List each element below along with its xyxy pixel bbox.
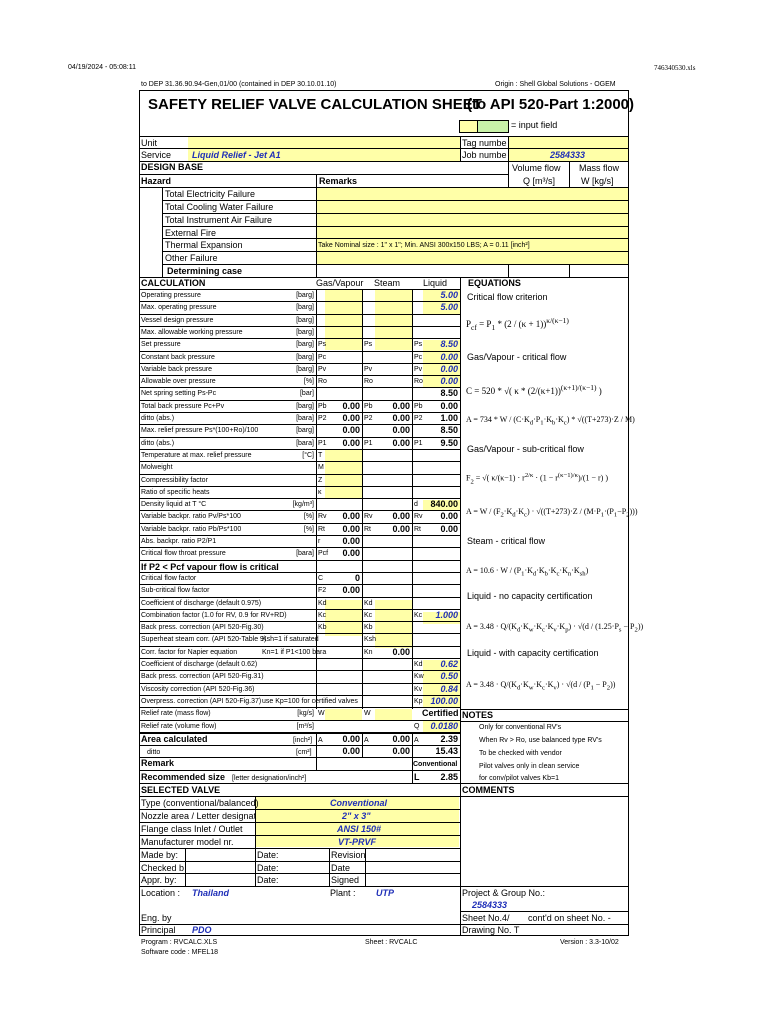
manufacturer-model-value: VT-PRVF xyxy=(338,837,377,847)
calc-row-label: Relief rate (volume flow) xyxy=(141,722,217,730)
steam-value: 0.00 xyxy=(392,413,410,423)
hazard-instrument-air: Total Instrument Air Failure xyxy=(165,215,273,225)
gas-symbol: r xyxy=(318,538,321,545)
hazard-thermal-expansion: Thermal Expansion xyxy=(165,240,243,250)
calc-row-label: Constant back pressure xyxy=(141,353,215,361)
calc-row-unit: use Kp=100 for certified valves xyxy=(262,697,358,705)
eq-liquid-no-cert: Liquid - no capacity certification xyxy=(467,591,593,601)
eq-critical-criterion: Critical flow criterion xyxy=(467,292,548,302)
steam-symbol: P1 xyxy=(364,439,373,447)
service-value: Liquid Relief - Jet A1 xyxy=(192,150,281,160)
gas-symbol: κ xyxy=(318,488,322,496)
comments-heading: COMMENTS xyxy=(462,785,515,795)
calc-row-unit: [barg] xyxy=(296,292,314,299)
job-value: 2584333 xyxy=(550,150,586,160)
note-2: When Rv > Ro, use balanced type RV's xyxy=(479,737,602,744)
timestamp: 04/19/2024 - 05:08:11 xyxy=(68,64,136,71)
calc-row-unit: [barg] xyxy=(296,316,314,324)
made-by-label: Made by: xyxy=(141,850,179,860)
calc-row-unit: [barg] xyxy=(296,341,314,349)
recommended-size-liquid: 2.85 xyxy=(440,772,458,782)
gas-value: 0.00 xyxy=(342,585,360,596)
vapour-critical-note: If P2 < Pcf vapour flow is critical xyxy=(141,561,279,572)
calc-row-unit: [barg] xyxy=(296,365,314,373)
area-unit: [inch²] xyxy=(293,737,313,744)
eq-sub-a-formula: $A = W / (F_2\cdot K_d\cdot K_c) \cdot √((T+273)\cdot Z / (M\cdot P_1\cdot(P_1-P_2)))$ xyxy=(466,507,638,519)
equations-heading: EQUATIONS xyxy=(468,278,521,288)
gas-value: 0.00 xyxy=(342,536,360,546)
eq-gas-c-formula: C = 520 * √( $\kappa * (2/(\kappa+1))^{(\kappa+1)/(\kappa-1)}$ ) xyxy=(466,383,602,396)
sheet-name: Sheet : RVCALC xyxy=(365,939,418,946)
liquid-value: Certified xyxy=(422,708,459,719)
calc-row-label: Net spring setting Ps-Pc xyxy=(141,390,217,398)
steam-symbol: Kn xyxy=(364,648,373,656)
flange-class-label: Flange class Inlet / Outlet xyxy=(141,824,243,834)
calc-row-label: Back press. correction (API 520-Fig.30) xyxy=(141,624,264,632)
ditto-steam: 0.00 xyxy=(392,746,410,756)
liquid-value: 8.50 xyxy=(440,425,458,436)
liquid-value: 0.00 xyxy=(440,511,458,522)
liquid-symbol: Ps xyxy=(414,341,423,349)
calc-row-unit: [kg/m³] xyxy=(292,501,314,509)
calc-row-label: Molweight xyxy=(141,464,173,472)
ditto-label: ditto xyxy=(147,749,161,756)
calc-row-label: Back press. correction (API 520-Fig.31) xyxy=(141,673,264,681)
input-legend-swatch-green xyxy=(477,120,509,133)
eq-liquid-with-cert: Liquid - with capacity certification xyxy=(467,648,599,658)
liquid-value: 5.00 xyxy=(440,290,458,300)
calc-row-label: Total back pressure Pc+Pv xyxy=(141,402,225,410)
project-label: Project & Group No.: xyxy=(462,888,546,898)
calc-row-label: Variable backpr. ratio Pb/Ps*100 xyxy=(141,525,242,533)
area-calculated-label: Area calculated xyxy=(141,734,208,744)
liquid-value: 0.00 xyxy=(440,523,458,534)
made-by-date-label: Date: xyxy=(257,850,279,860)
software-code: Software code : MFEL18 xyxy=(141,949,219,956)
project-value: 2584333 xyxy=(472,900,508,910)
note-4: Pilot valves only in clean service xyxy=(479,763,580,770)
gas-input-w[interactable] xyxy=(325,709,362,720)
eq-critical-formula: $P_{cf} = P_1 * (2 / (\kappa + 1))^{\kappa/(\kappa-1)}$ xyxy=(466,316,569,332)
unit-label: Unit xyxy=(141,138,158,148)
drawing-number: Drawing No. T xyxy=(462,925,520,935)
input-legend-swatch-yellow xyxy=(459,120,479,133)
nozzle-area-value: 2" x 3" xyxy=(342,811,371,821)
input-legend: = input field xyxy=(511,120,558,130)
steam-value: 0.00 xyxy=(392,425,410,436)
calc-row-unit: [barg] xyxy=(296,328,314,336)
steam-symbol: W xyxy=(364,710,371,718)
steam-symbol: Rt xyxy=(364,525,371,533)
steam-value: 0.00 xyxy=(392,400,410,411)
gas-symbol: Kc xyxy=(318,611,327,619)
calc-row-unit: [bar] xyxy=(299,390,314,398)
location-label: Location : xyxy=(141,888,181,898)
liquid-symbol: Kp xyxy=(414,697,423,705)
approved-by-label: Appr. by: xyxy=(141,875,177,885)
calc-row-unit: [bara] xyxy=(296,415,314,422)
dep-reference: to DEP 31.36.90.94-Gen,01/00 (contained in DEP 30.10.01.10) xyxy=(141,81,337,88)
version: Version : 3.3-10/02 xyxy=(560,939,619,946)
calculation-heading: CALCULATION xyxy=(141,278,206,288)
volume-flow-label: Volume flow xyxy=(512,163,561,173)
liquid-value: 0.00 xyxy=(440,351,458,362)
gas-value: 0 xyxy=(354,572,360,583)
job-label: Job numbe xyxy=(462,150,507,160)
liquid-symbol: P2 xyxy=(414,415,423,422)
tag-field[interactable] xyxy=(508,137,628,148)
steam-symbol: Ro xyxy=(364,378,373,386)
liquid-value: 0.00 xyxy=(440,400,458,411)
liquid-value: 0.84 xyxy=(440,683,458,694)
gas-input-kd[interactable] xyxy=(325,600,362,612)
program-name: Program : RVCALC.XLS xyxy=(141,939,218,946)
calc-row-unit: [°C] xyxy=(302,451,314,459)
liquid-value: 840.00 xyxy=(430,499,458,510)
calc-row-label: Vessel design pressure xyxy=(141,316,214,324)
calc-row-label: Max. allowable working pressure xyxy=(141,328,243,336)
calc-row-label: Superheat steam corr. (API 520-Table 9) xyxy=(141,636,267,644)
revision-label: Revision xyxy=(331,850,366,860)
plant-value: UTP xyxy=(376,888,394,898)
calc-row-unit: [barg] xyxy=(296,402,314,410)
calc-row-label: ditto (abs.) xyxy=(141,415,175,422)
gas-symbol: W xyxy=(318,710,325,718)
steam-input-w[interactable] xyxy=(375,709,412,720)
steam-input-k[interactable] xyxy=(375,600,412,648)
calc-row-label: Overpress. correction (API 520-Fig.37) xyxy=(141,697,262,705)
liquid-value: 5.00 xyxy=(440,302,458,313)
calc-row-unit: [kg/s] xyxy=(297,710,314,718)
flange-class-value: ANSI 150# xyxy=(337,824,382,834)
service-label: Service xyxy=(141,150,172,160)
recommended-size-unit: [letter designation/inch²] xyxy=(232,775,307,782)
liquid-symbol: Kv xyxy=(414,685,423,693)
liquid-symbol: Kw xyxy=(414,673,424,681)
steam-value: 0.00 xyxy=(392,437,410,448)
hazard-external-fire: External Fire xyxy=(165,228,217,238)
steam-symbol: Ksh xyxy=(364,636,377,644)
eq-gas-subcritical: Gas/Vapour - sub-critical flow xyxy=(467,444,584,454)
sheet-number: Sheet No.4/ xyxy=(462,913,510,923)
location-value: Thailand xyxy=(192,888,230,898)
calc-row-unit: [bara] xyxy=(296,439,314,447)
hazard-cooling-water: Total Cooling Water Failure xyxy=(165,202,274,212)
gas-value: 0.00 xyxy=(342,400,360,411)
selected-valve-heading: SELECTED VALVE xyxy=(141,785,221,795)
ditto-liquid: 15.43 xyxy=(435,746,458,756)
calc-row-unit: [bara] xyxy=(296,550,314,558)
gas-symbol: Pcf xyxy=(318,550,329,558)
liquid-value: 0.50 xyxy=(440,671,458,682)
tag-label: Tag numbe xyxy=(462,138,507,148)
gas-symbol: Pv xyxy=(318,365,327,373)
mass-flow-label: Mass flow xyxy=(579,163,620,173)
calc-row-unit: [barg] xyxy=(296,304,314,312)
remark-label: Remark xyxy=(141,758,175,768)
calc-row-label: Corr. factor for Napier equation xyxy=(141,648,238,656)
sheet-title: SAFETY RELIEF VALVE CALCULATION SHEET xyxy=(148,96,482,113)
ditto-gas: 0.00 xyxy=(342,746,360,756)
calc-row-unit: [%] xyxy=(303,513,314,521)
gas-symbol: P2 xyxy=(318,415,327,422)
calc-row-label: Abs. backpr. ratio P2/P1 xyxy=(141,538,217,545)
liquid-symbol: d xyxy=(414,501,418,509)
eq-gas-critical: Gas/Vapour - critical flow xyxy=(467,352,567,362)
calc-row-label: Max. relief pressure Ps*(100+Ro)/100 xyxy=(141,427,259,435)
eq-steam-critical: Steam - critical flow xyxy=(467,536,546,546)
hazard-header: Hazard xyxy=(141,176,172,186)
calc-row-label: Temperature at max. relief pressure xyxy=(141,451,252,459)
eq-f2-formula: $F_2$ = √( $\kappa/(\kappa-1) \cdot r^{2/\kappa} \cdot (1 - r^{(\kappa-1)/\kappa})/(1 - r)$ ) xyxy=(466,472,609,486)
steam-value: 0.00 xyxy=(392,511,410,522)
calc-row-label: Sub-critical flow factor xyxy=(141,587,210,595)
recommended-size-symbol: L xyxy=(414,772,420,782)
gas-value: 0.00 xyxy=(342,548,360,559)
steam-symbol: Kd xyxy=(364,599,373,607)
gas-symbol: Z xyxy=(318,476,323,484)
liquid-symbol: Pb xyxy=(414,402,423,410)
nozzle-area-label: Nozzle area / Letter designat xyxy=(141,811,257,821)
recommended-size-label: Recommended size xyxy=(141,772,226,782)
calc-row-label: Viscosity correction (API 520-Fig.36) xyxy=(141,685,255,693)
steam-symbol: Kc xyxy=(364,611,373,619)
note-5: for conv/pilot valves Kb=1 xyxy=(479,775,559,782)
design-base-heading: DESIGN BASE xyxy=(141,162,204,172)
liquid-symbol: Rv xyxy=(414,513,423,521)
checked-by-label: Checked b xyxy=(141,863,185,873)
thermal-remark: Take Nominal size : 1" x 1"; Min. ANSI 300x150 LBS; A = 0.11 [inch²] xyxy=(318,242,530,249)
valve-type-label: Type (conventional/balanced) xyxy=(141,798,259,808)
calc-row-label: Compressibility factor xyxy=(141,476,208,484)
gas-symbol: Rv xyxy=(318,513,327,521)
ditto-unit: [cm²] xyxy=(296,749,312,756)
liquid-value: 100.00 xyxy=(430,695,458,706)
steam-symbol: Ps xyxy=(364,341,373,349)
gas-value: 0.00 xyxy=(342,425,360,436)
signed-label: Signed xyxy=(331,875,360,885)
note-1: Only for conventional RV's xyxy=(479,724,562,731)
gas-symbol: Ps xyxy=(318,341,327,349)
calc-row-unit: Kn=1 if P1<100 bara xyxy=(262,648,327,656)
origin: Origin : Shell Global Solutions - OGEM xyxy=(495,81,616,88)
calc-row-unit: Ksh=1 if saturated xyxy=(262,636,319,644)
calc-row-unit: [barg] xyxy=(296,427,314,435)
gas-symbol: M xyxy=(318,464,324,472)
calc-row-label: Critical flow throat pressure xyxy=(141,550,226,558)
plant-label: Plant : xyxy=(330,888,356,898)
gas-value: 0.00 xyxy=(342,413,360,423)
eq-liquid-with-cert-formula: $A = 3.48 \cdot Q/(K_d\cdot K_w\cdot K_c\cdot K_v) \cdot √(d / (P_1 - P_2))$ xyxy=(466,680,616,692)
unit-field[interactable] xyxy=(188,137,460,148)
calc-row-label: Allowable over pressure xyxy=(141,378,216,386)
liquid-value: 1.00 xyxy=(440,413,458,423)
eng-by-label: Eng. by xyxy=(141,913,172,923)
checked-by-date-label: Date: xyxy=(257,863,279,873)
liquid-value: 8.50 xyxy=(440,339,458,350)
contd-sheet: cont'd on sheet No. - xyxy=(528,913,611,923)
gas-input-top[interactable] xyxy=(325,290,362,350)
liquid-header: Liquid xyxy=(423,278,448,288)
gas-symbol: Kb xyxy=(318,624,327,632)
steam-input-top[interactable] xyxy=(375,290,412,350)
eq-steam-formula: $A = 10.6 \cdot W / (P_1\cdot K_d\cdot K_b\cdot K_c\cdot K_n\cdot K_{sh})$ xyxy=(466,566,589,578)
calc-row-label: Set pressure xyxy=(141,341,181,349)
eq-liquid-no-cert-formula: $A = 3.48 \cdot Q/(K_d\cdot K_w\cdot K_c\cdot K_v\cdot K_p) \cdot √(d / (1.25\cdot P_s - P_2))$ xyxy=(466,622,644,634)
date-label: Date xyxy=(331,863,351,873)
steam-header: Steam xyxy=(374,278,401,288)
calc-row-label: Combination factor (1.0 for RV, 0.9 for RV+RD) xyxy=(141,611,287,619)
calc-row-unit: [barg] xyxy=(296,353,314,361)
gas-value: 0.00 xyxy=(342,523,360,534)
principal-label: Principal xyxy=(141,925,176,935)
determining-case: Determining case xyxy=(167,266,243,276)
gas-symbol: F2 xyxy=(318,587,327,595)
volume-unit: Q [m³/s] xyxy=(523,176,555,186)
calc-row-label: Coefficient of discharge (default 0.975) xyxy=(141,599,262,607)
gas-symbol: Pc xyxy=(318,353,327,361)
gas-value: 0.00 xyxy=(342,437,360,448)
liquid-symbol: Pc xyxy=(414,353,423,361)
api-reference: (to API 520-Part 1:2000) xyxy=(467,96,635,113)
gas-input-kc[interactable] xyxy=(325,612,362,636)
gas-symbol: T xyxy=(318,451,323,459)
liquid-value: 0.00 xyxy=(440,376,458,387)
liquid-symbol: Ro xyxy=(414,378,423,386)
calc-row-unit: [%] xyxy=(303,378,314,386)
calc-row-label: Operating pressure xyxy=(141,292,201,299)
liquid-symbol: Pv xyxy=(414,365,423,373)
liquid-symbol: Q xyxy=(414,722,420,730)
steam-symbol: Pb xyxy=(364,402,373,410)
liquid-value: 1.000 xyxy=(435,609,458,620)
calc-row-label: Ratio of specific heats xyxy=(141,488,210,496)
steam-value: 0.00 xyxy=(392,646,410,657)
calc-row-label: Coefficient of discharge (default 0.62) xyxy=(141,661,258,668)
calc-row-label: ditto (abs.) xyxy=(141,439,175,447)
gas-value: 0.00 xyxy=(342,511,360,522)
eq-gas-a-formula: $A = 734 * W / (C\cdot K_d\cdot P_1\cdot K_b\cdot K_c) * √((T+273)\cdot Z / M)$ xyxy=(466,415,635,427)
file-name: 746340530.xls xyxy=(654,64,696,72)
liquid-symbol: Rt xyxy=(414,525,421,533)
calc-row-label: Variable backpr. ratio Pv/Ps*100 xyxy=(141,513,241,521)
liquid-symbol: Kd xyxy=(414,661,423,668)
liquid-value: 0.00 xyxy=(440,363,458,374)
approved-by-date-label: Date: xyxy=(257,875,279,885)
steam-symbol: P2 xyxy=(364,415,373,422)
liquid-value: 9.50 xyxy=(440,437,458,448)
calc-row-unit: [m³/s] xyxy=(296,722,314,730)
note-3: To be checked with vendor xyxy=(479,750,562,757)
calc-row-label: Critical flow factor xyxy=(141,574,197,582)
calc-row-unit: [%] xyxy=(303,525,314,533)
steam-value: 0.00 xyxy=(392,523,410,534)
remarks-header: Remarks xyxy=(319,176,358,186)
calc-row-label: Variable back pressure xyxy=(141,365,213,373)
steam-symbol: Kb xyxy=(364,624,373,632)
gas-symbol: P1 xyxy=(318,439,327,447)
calc-row-label: Relief rate (mass flow) xyxy=(141,710,211,718)
principal-value: PDO xyxy=(192,925,212,935)
gas-symbol: C xyxy=(318,574,324,582)
liquid-symbol: P1 xyxy=(414,439,423,447)
liquid-value: 8.50 xyxy=(440,388,458,399)
calc-row-label: Max. operating pressure xyxy=(141,304,217,312)
calc-row-label: Density liquid at T °C xyxy=(141,501,207,509)
steam-symbol: Pv xyxy=(364,365,373,373)
gas-symbol: Kd xyxy=(318,599,327,607)
steam-symbol: Rv xyxy=(364,513,373,521)
gas-symbol: Ro xyxy=(318,378,327,386)
hazard-electricity: Total Electricity Failure xyxy=(165,189,256,199)
mass-unit: W [kg/s] xyxy=(581,176,614,186)
notes-heading: NOTES xyxy=(462,710,494,720)
gas-vapour-header: Gas/Vapour xyxy=(316,278,364,288)
area-liquid: 2.39 xyxy=(440,734,458,744)
area-gas: 0.00 xyxy=(342,734,360,744)
gas-symbol: Rt xyxy=(318,525,325,533)
gas-symbol: Pb xyxy=(318,402,327,410)
liquid-value: 0.62 xyxy=(440,659,458,669)
valve-type-value: Conventional xyxy=(330,798,388,808)
liquid-symbol: Kc xyxy=(414,611,423,619)
hazard-other: Other Failure xyxy=(165,253,218,263)
liquid-value: 0.0180 xyxy=(430,720,458,731)
remark-liquid: Conventional xyxy=(413,761,458,768)
area-steam: 0.00 xyxy=(392,734,410,744)
manufacturer-model-label: Manufacturer model nr. xyxy=(141,837,234,847)
